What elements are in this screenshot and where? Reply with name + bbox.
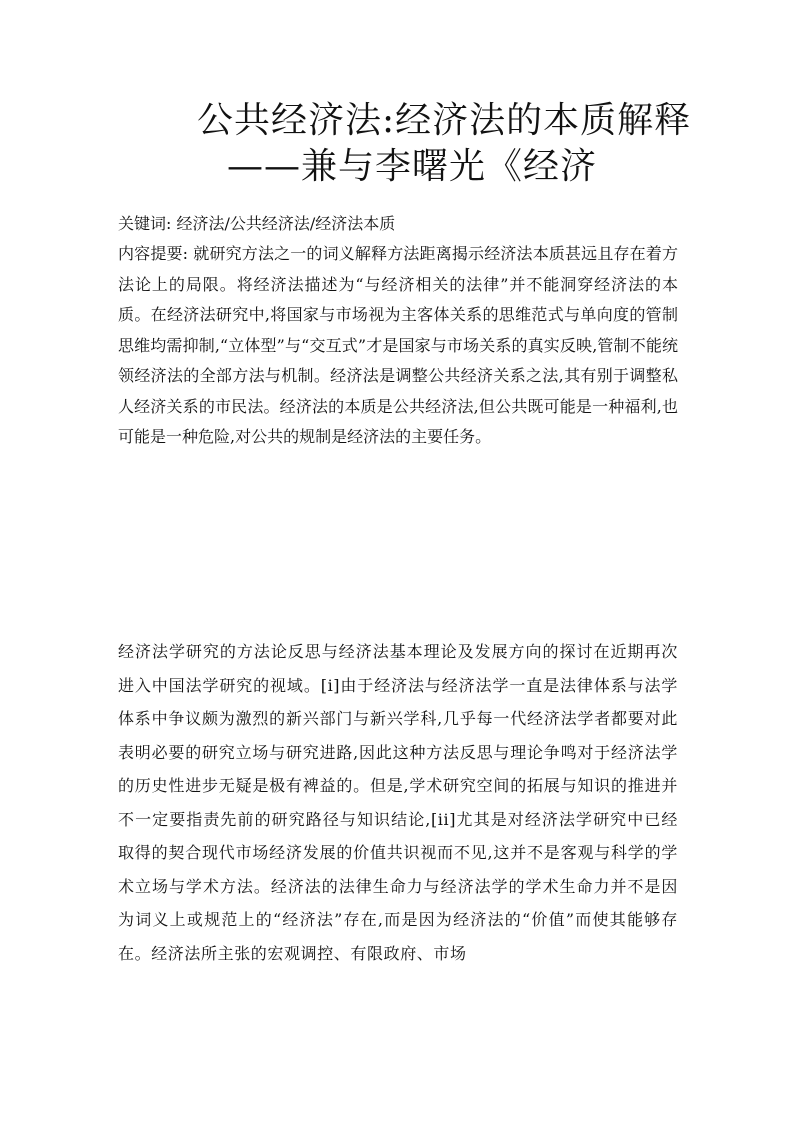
document-title-line-2: ——兼与李曙光《经济 [227, 146, 598, 187]
abstract-text: 就研究方法之一的词义解释方法距离揭示经济法本质甚远且存在着方法论上的局限。将经济法描述为“与经济相关的法律”并不能洞穿经济法的本质。在经济法研究中,将国家与市场视为主客体关系的思维范式与单向度的管制思维均需抑制,“立体型”与“交互式”才是国家与市场关系的真实反映,管制不能统领经济法的全部方法与机制。经济法是调整公共经济关系之法,其有别于调整私人经济关系的市民法。经济法的本质是公共经济法,但公共既可能是一种福利,也可能是一种危险,对公共的规制是经济法的主要任务。 [118, 244, 678, 446]
keywords-value: 经济法/公共经济法/经济法本质 [176, 214, 396, 233]
keywords-label: 关键词: [118, 214, 177, 233]
body-paragraph: 经济法学研究的方法论反思与经济法基本理论及发展方向的探讨在近期再次进入中国法学研究的视域。[i]由于经济法与经济法学一直是法律体系与法学体系中争议颇为激烈的新兴部门与新兴学科,几乎每一代经济法学者都要对此表明必要的研究立场与研究进路,因此这种方法反思与理论争鸣对于经济法学的历史性进步无疑是极有裨益的。但是,学术研究空间的拓展与知识的推进并不一定要指责先前的研究路径与知识结论,[ii]尤其是对经济法学研究中已经取得的契合现代市场经济发展的价值共识视而不见,这并不是客观与科学的学术立场与学术方法。经济法的法律生命力与经济法学的学术生命力并不是因为词义上或规范上的“经济法”存在,而是因为经济法的“价值”而使其能够存在。经济法所主张的宏观调控、有限政府、市场 [118, 642, 678, 963]
abstract-label: 内容提要: [118, 244, 194, 263]
article-metadata [118, 212, 678, 453]
document-title-line-1: 公共经济法:经济法的本质解释 [197, 100, 692, 141]
abstract-paragraph [118, 239, 678, 453]
body-text [118, 635, 678, 970]
keywords-line [118, 212, 678, 239]
